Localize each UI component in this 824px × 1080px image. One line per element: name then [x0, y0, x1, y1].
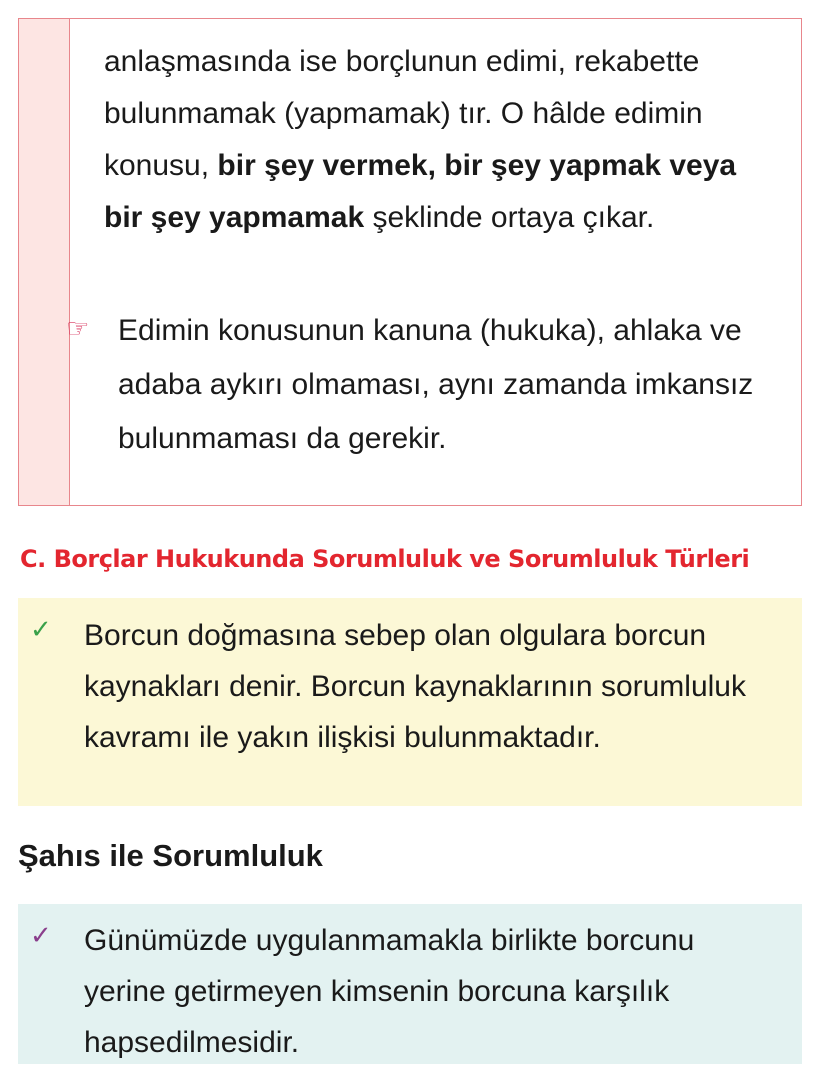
section-title: C. Borçlar Hukukunda Sorumluluk ve Sorumluluk Türleri — [20, 545, 750, 573]
paragraph — [104, 36, 774, 244]
checkmark-icon: ✓ — [30, 614, 52, 644]
paragraph-text-end: şeklinde ortaya çıkar. — [364, 201, 655, 234]
note-text: Edimin konusunun kanuna (hukuka), ahlaka ve adaba aykırı olmaması, aynı zamanda imkansız bulunmaması da gerekir. — [118, 314, 754, 455]
checkmark-icon: ✓ — [30, 920, 52, 950]
info-text: Borcun doğmasına sebep olan olgulara borcun kaynakları denir. Borcun kaynaklarının sorumluluk kavramı ile yakın ilişkisi bulunmaktadır. — [84, 619, 746, 754]
pointing-hand-icon: ☞ — [66, 313, 90, 343]
paragraph-bold-text: bir şey vermek, bir şey yapmak veya bir şey yapmamak — [104, 149, 737, 234]
definition-text: Günümüzde uygulanmamakla birlikte borcunu yerine getirmeyen kimsenin borcuna karşılık hapsedilmesidir. — [84, 924, 695, 1059]
paragraph-text: anlaşmasında ise borçlunun edimi, rekabette bulunmamak (yapmamak) tır. O hâlde edimin konusu, — [104, 45, 703, 182]
sub-heading: Şahıs ile Sorumluluk — [18, 838, 323, 873]
margin-strip — [19, 19, 70, 505]
